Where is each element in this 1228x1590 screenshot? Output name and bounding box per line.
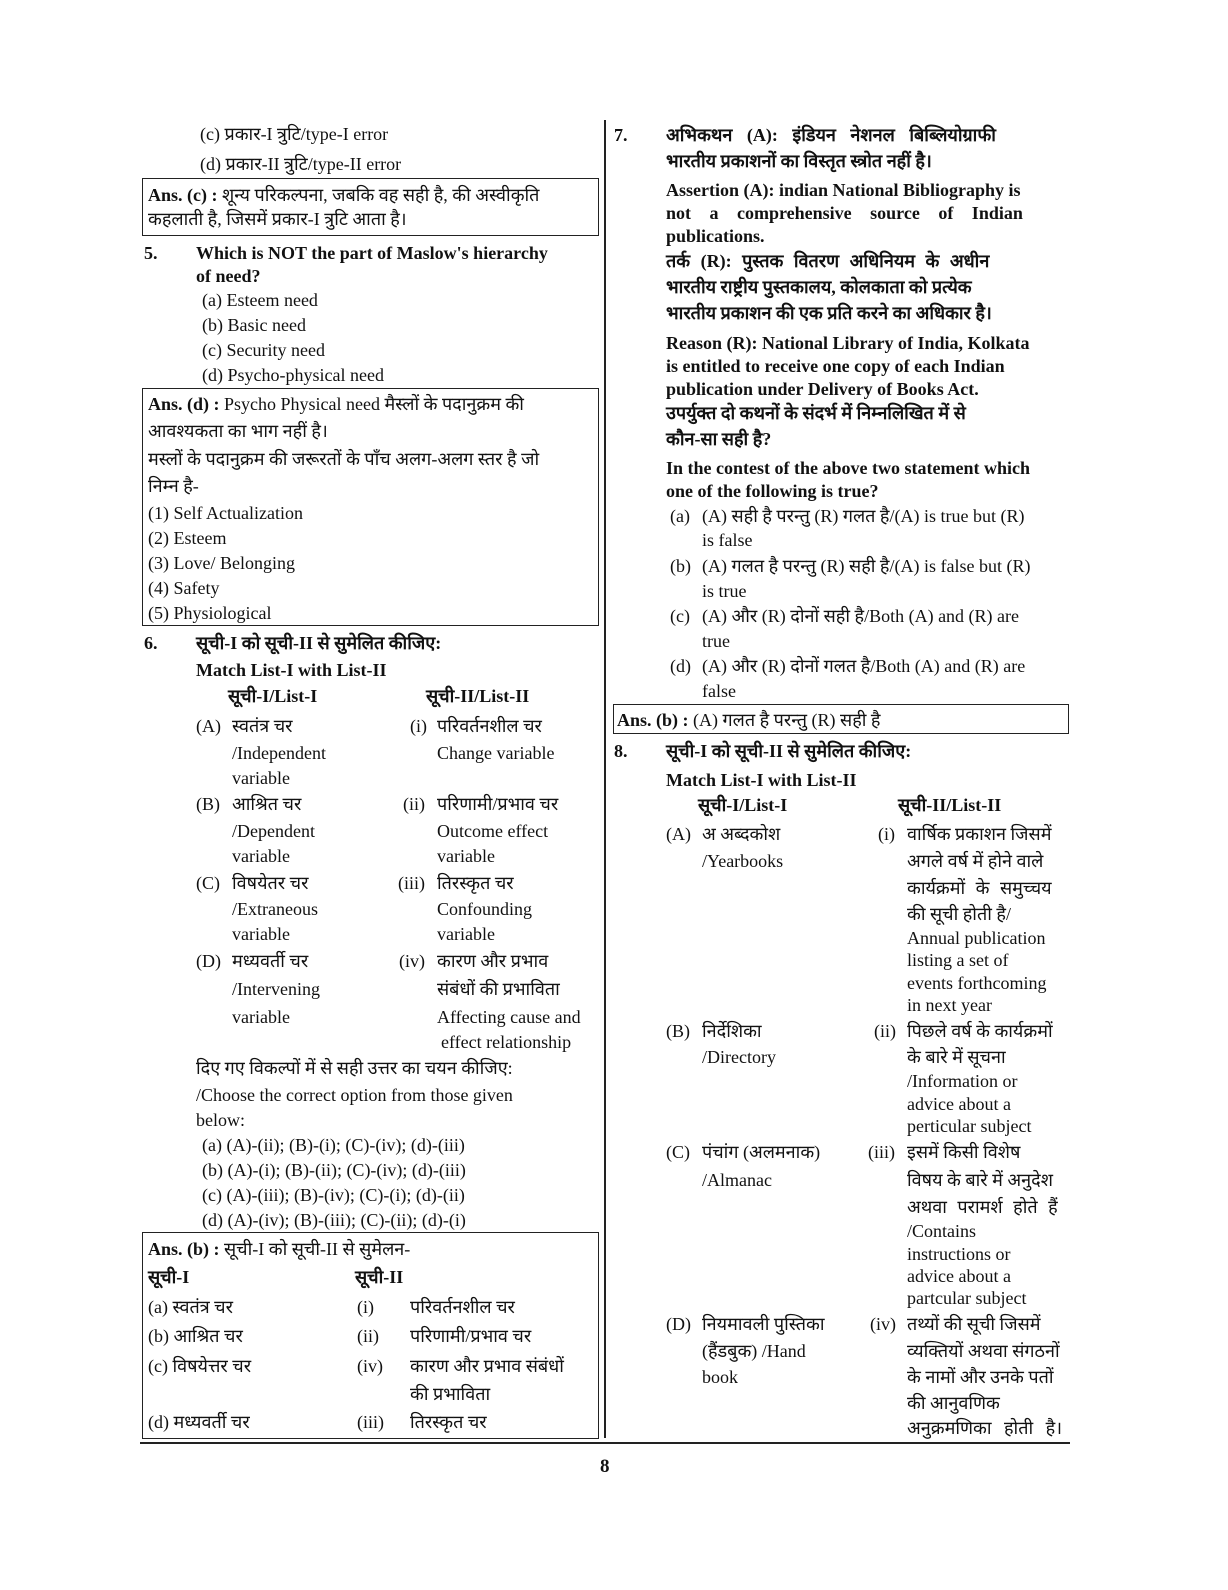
q5-text-line2: of need? [196,266,261,286]
q6-list2-header: सूची-II/List-II [426,686,530,706]
q8-list2-item: instructions or [907,1244,1011,1264]
answer-5-line1: Ans. (d) : Psycho Physical need मैस्लों के पदानुक्रम की [148,394,524,414]
q8-list2-item: पिछले वर्ष के कार्यक्रमों [907,1021,1053,1041]
q6-english-title: Match List-I with List-II [196,660,387,680]
q5-option-a: (a) Esteem need [202,290,318,310]
q6-instruction-english: /Choose the correct option from those given [196,1085,513,1105]
q6-list1-item: /Independent [232,743,326,763]
q6-list2-key: (iv) [399,951,425,971]
q6-list2-item: परिणामी/प्रभाव चर [437,794,559,814]
q6-list1-item: आश्रित चर [232,794,302,814]
answer-6-right: कारण और प्रभाव संबंधों [410,1356,564,1376]
q8-list1-key: (B) [666,1021,690,1041]
q6-list1-key: (A) [196,716,221,736]
q8-list2-item: /Contains [907,1221,977,1241]
q6-list1-item: स्वतंत्र चर [232,716,293,736]
q8-list2-item: के बारे में सूचना [907,1047,1006,1067]
q8-list2-item: तथ्यों की सूची जिसमें [907,1314,1041,1334]
q6-list2-key: (ii) [403,794,425,814]
q7-option-a: is false [702,530,753,550]
q7-reason-hindi: भारतीय प्रकाशन की एक प्रति करने का अधिकार है। [666,303,992,323]
q5-number: 5. [144,243,158,263]
q8-list2-item: विषय के बारे में अनुदेश [907,1170,1053,1190]
q7-option-key: (d) [670,656,691,676]
q8-list2-item: partcular subject [907,1288,1027,1308]
answer-6-num: (iii) [357,1412,384,1432]
q6-list2-item: Outcome effect [437,821,549,841]
q7-reason-hindi: भारतीय राष्ट्रीय पुस्तकालय, कोलकाता को प्रत्येक [666,277,972,297]
q8-list2-item: in next year [907,995,992,1015]
q5-text-line1: Which is NOT the part of Maslow's hierarchy [196,243,548,263]
q7-option-d: false [702,681,736,701]
q6-list1-item: /Extraneous [232,899,318,919]
q6-list2-item: Change variable [437,743,555,763]
q8-list2-item: की सूची होती है/ [907,904,1011,924]
q6-list2-key: (iii) [398,873,425,893]
q7-reason-english: publication under Delivery of Books Act. [666,379,979,399]
q8-hindi-title: सूची-I को सूची-II से सुमेलित कीजिए: [666,741,912,761]
q8-list2-item: अथवा परामर्श होते हैं [907,1197,1058,1217]
answer-5-item: (4) Safety [148,578,220,598]
q7-assertion-hindi: अभिकथन (A): इंडियन नेशनल बिब्लियोग्राफी [666,125,996,145]
q6-list1-header: सूची-I/List-I [228,686,318,706]
q8-list2-item: इसमें किसी विशेष [907,1142,1021,1162]
q6-number: 6. [144,633,158,653]
q8-list2-item: की आनुवणिक [907,1393,1000,1413]
q6-list1-item: variable [232,846,290,866]
q8-list1-item: book [702,1367,738,1387]
q7-option-key: (c) [670,606,690,626]
answer-6-left: (a) स्वतंत्र चर [148,1297,233,1317]
q8-list1-key: (A) [666,824,691,844]
answer-5-item: (2) Esteem [148,528,227,548]
q7-question-english: In the contest of the above two statement which [666,458,1030,478]
q6-option-b: (b) (A)-(i); (B)-(ii); (C)-(iv); (d)-(iii) [202,1160,466,1180]
q6-list2-item: संबंधों की प्रभाविता [437,979,560,999]
q7-question-english: one of the following is true? [666,481,879,501]
answer-6-num: (iv) [357,1356,383,1376]
answer-6-line1: Ans. (b) : सूची-I को सूची-II से सुमेलन- [148,1239,411,1259]
q6-list1-key: (D) [196,951,221,971]
column-divider [604,120,606,1438]
q7-assertion-english: publications. [666,226,765,246]
q6-instruction-english: below: [196,1110,245,1130]
q7-reason-hindi: तर्क (R): पुस्तक वितरण अधिनियम के अधीन [666,251,990,271]
q8-list1-item: /Almanac [702,1170,772,1190]
q8-list2-item: के नामों और उनके पतों [907,1367,1054,1387]
answer-6-right: तिरस्कृत चर [410,1412,487,1432]
q6-list2-item: variable [437,924,495,944]
answer-5-line4: निम्न है- [148,476,199,496]
q7-option-b: (A) गलत है परन्तु (R) सही है/(A) is false but (R) [702,556,1031,576]
q8-list2-item: अगले वर्ष में होने वाले [907,851,1044,871]
q7-assertion-english: not a comprehensive source of Indian [666,203,1023,223]
q7-option-c: true [702,631,730,651]
q7-option-a: (A) सही है परन्तु (R) गलत है/(A) is true but (R) [702,506,1025,526]
q6-list2-item: effect relationship [441,1032,572,1052]
answer-5-item: (3) Love/ Belonging [148,553,295,573]
q7-option-key: (a) [670,506,690,526]
q7-option-d: (A) और (R) दोनों गलत है/Both (A) and (R) are [702,656,1026,676]
answer-6-right: की प्रभाविता [410,1384,491,1404]
q6-list2-key: (i) [410,716,427,736]
answer-5-line2: आवश्यकता का भाग नहीं है। [148,421,328,441]
q8-list1-item: पंचांग (अलमनाक) [702,1142,821,1162]
q8-list2-item: listing a set of [907,950,1009,970]
q8-list2-item: perticular subject [907,1116,1032,1136]
q8-list1-item: निर्देशिका [702,1021,762,1041]
q4-option-c: (c) प्रकार-I त्रुटि/type-I error [200,124,389,144]
answer-4-line2: कहलाती है, जिसमें प्रकार-I त्रुटि आता है। [148,209,407,229]
answer-6-left: (d) मध्यवर्ती चर [148,1412,250,1432]
q6-list1-item: variable [232,768,290,788]
q8-list2-header: सूची-II/List-II [898,795,1002,815]
answer-6-right: परिणामी/प्रभाव चर [410,1326,532,1346]
q6-option-d: (d) (A)-(iv); (B)-(iii); (C)-(ii); (d)-(i) [202,1210,466,1230]
answer-6-left: (b) आश्रित चर [148,1326,243,1346]
q8-list1-item: (हैंडबुक) /Hand [702,1341,806,1361]
q8-list1-item: अ अब्दकोश [702,824,781,844]
q5-option-d: (d) Psycho-physical need [202,365,384,385]
answer-7-line: Ans. (b) : (A) गलत है परन्तु (R) सही है [617,710,881,730]
q6-option-a: (a) (A)-(ii); (B)-(i); (C)-(iv); (d)-(iii) [202,1135,465,1155]
q5-option-c: (c) Security need [202,340,325,360]
q8-list1-header: सूची-I/List-I [698,795,788,815]
q8-list2-item: advice about a [907,1094,1011,1114]
q6-list2-item: तिरस्कृत चर [437,873,514,893]
q8-list2-item: वार्षिक प्रकाशन जिसमें [907,824,1052,844]
q8-english-title: Match List-I with List-II [666,770,857,790]
q7-assertion-english: Assertion (A): indian National Bibliography is [666,180,1021,200]
q6-hindi-title: सूची-I को सूची-II से सुमेलित कीजिए: [196,633,442,653]
q7-option-c: (A) और (R) दोनों सही है/Both (A) and (R) are [702,606,1020,626]
q6-option-c: (c) (A)-(iii); (B)-(iv); (C)-(i); (d)-(ii) [202,1185,465,1205]
q6-list1-item: variable [232,1007,290,1027]
q6-instruction-hindi: दिए गए विकल्पों में से सही उत्तर का चयन कीजिए: [196,1058,513,1078]
q6-list1-item: /Intervening [232,979,320,999]
q6-list1-item: विषयेतर चर [232,873,309,893]
q8-list2-key: (ii) [874,1021,896,1041]
q7-reason-english: Reason (R): National Library of India, Kolkata [666,333,1030,353]
q8-list2-item: advice about a [907,1266,1011,1286]
answer-5-item: (5) Physiological [148,603,272,623]
q7-option-key: (b) [670,556,691,576]
q8-list2-key: (iv) [870,1314,896,1334]
q7-number: 7. [614,125,628,145]
q8-list1-item: /Directory [702,1047,776,1067]
q8-list1-item: नियमावली पुस्तिका [702,1314,825,1334]
q8-list2-item: events forthcoming [907,973,1047,993]
q7-assertion-hindi: भारतीय प्रकाशनों का विस्तृत स्त्रोत नहीं है। [666,151,932,171]
q7-question-hindi: कौन-सा सही है? [666,429,772,449]
q6-list2-item: Affecting cause and [437,1007,581,1027]
answer-6-header2: सूची-II [355,1267,404,1287]
q6-list1-item: मध्यवर्ती चर [232,951,309,971]
q8-list1-key: (C) [666,1142,690,1162]
q8-list2-item: Annual publication [907,928,1046,948]
footer-rule [140,1442,1070,1444]
q7-option-b: is true [702,581,747,601]
q6-list2-item: परिवर्तनशील चर [437,716,542,736]
q8-list2-key: (i) [878,824,895,844]
q8-number: 8. [614,741,628,761]
q8-list1-key: (D) [666,1314,691,1334]
q8-list2-item: /Information or [907,1071,1018,1091]
q6-list2-item: कारण और प्रभाव [437,951,549,971]
q8-list2-key: (iii) [868,1142,895,1162]
q7-question-hindi: उपर्युक्त दो कथनों के संदर्भ में निम्नलिखित में से [666,403,966,423]
answer-6-left: (c) विषयेत्तर चर [148,1356,252,1376]
answer-6-num: (ii) [357,1326,379,1346]
answer-4-line1: Ans. (c) : शून्य परिकल्पना, जबकि वह सही है, की अस्वीकृति [148,185,540,205]
q4-option-d: (d) प्रकार-II त्रुटि/type-II error [200,154,402,174]
q8-list2-item: अनुक्रमणिका होती है। [907,1418,1063,1438]
q6-list1-key: (C) [196,873,220,893]
q8-list1-item: /Yearbooks [702,851,784,871]
q6-list1-item: /Dependent [232,821,315,841]
answer-6-num: (i) [357,1297,374,1317]
q6-list2-item: Confounding [437,899,533,919]
q8-list2-item: व्यक्तियों अथवा संगठनों [907,1341,1060,1361]
answer-5-item: (1) Self Actualization [148,503,303,523]
answer-6-header1: सूची-I [148,1267,190,1287]
q5-option-b: (b) Basic need [202,315,306,335]
q6-list1-key: (B) [196,794,220,814]
q6-list1-item: variable [232,924,290,944]
answer-6-right: परिवर्तनशील चर [410,1297,515,1317]
answer-5-line3: मस्लों के पदानुक्रम की जरूरतों के पाँच अलग-अलग स्तर है जो [148,449,540,469]
q6-list2-item: variable [437,846,495,866]
q8-list2-item: कार्यक्रमों के समुच्चय [907,878,1052,898]
q7-reason-english: is entitled to receive one copy of each Indian [666,356,1005,376]
page-number: 8 [600,1456,610,1477]
